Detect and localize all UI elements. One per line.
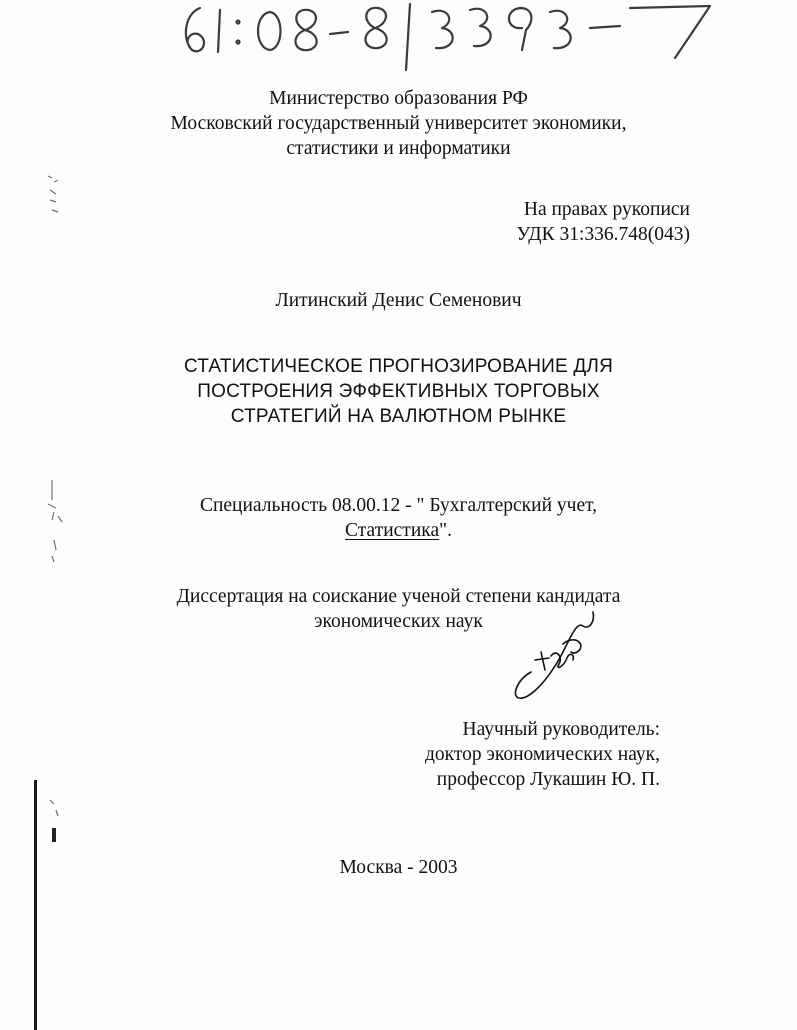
specialty-block [0,493,797,543]
specialty-line-2 [0,518,797,543]
specialty-suffix: ". [439,520,452,541]
city-year-block [0,855,797,880]
title-line-1: СТАТИСТИЧЕСКОЕ ПРОГНОЗИРОВАНИЕ ДЛЯ [183,356,614,377]
dissertation-title [0,354,797,429]
city-year: Москва - 2003 [339,857,458,878]
archive-stamp [170,0,730,75]
manuscript-status: На правах рукописи [523,199,690,220]
author-name: Литинский Денис Семенович [275,290,522,311]
scan-margin-artifacts [28,160,78,1030]
title-line-2: ПОСТРОЕНИЯ ЭФФЕКТИВНЫХ ТОРГОВЫХ [197,381,600,402]
author-signature [505,608,605,708]
manuscript-block [460,197,690,247]
ministry-line: Министерство образования РФ [269,88,528,109]
university-line-1: Московский государственный университет экономики, [170,113,627,134]
degree-line-1: Диссертация на соискание ученой степени кандидата [176,586,621,607]
specialty-line-1: Специальность 08.00.12 - " Бухгалтерский учет, [199,495,598,516]
institution-header [0,86,797,161]
author-block [0,288,797,313]
specialty-statistics: Статистика [345,520,440,541]
supervisor-label: Научный руководитель: [462,719,660,740]
udc-code: УДК 31:336.748(043) [516,224,690,245]
supervisor-block [380,717,660,792]
degree-line-2: экономических наук [314,611,483,632]
university-line-2: статистики и информатики [286,138,511,159]
degree-block [0,584,797,634]
title-line-3: СТРАТЕГИЙ НА ВАЛЮТНОМ РЫНКЕ [230,406,567,427]
supervisor-degree: доктор экономических наук, [424,744,660,765]
supervisor-name: профессор Лукашин Ю. П. [436,769,660,790]
